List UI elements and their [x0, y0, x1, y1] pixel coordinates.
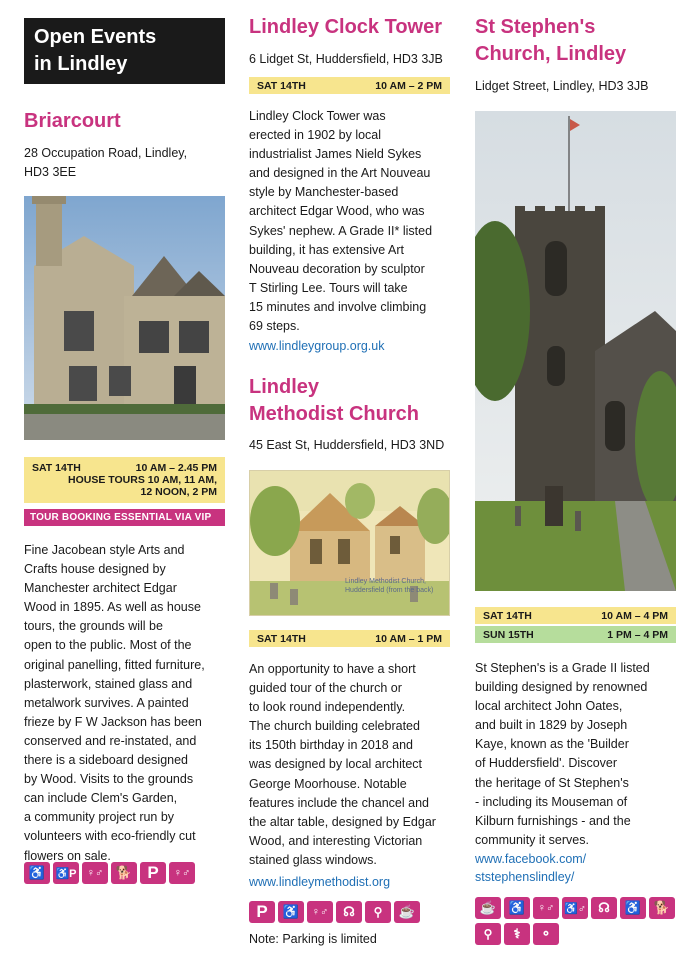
text-line: tours, the grounds will be: [24, 619, 163, 634]
wheelchair-icon: ♿: [504, 897, 530, 919]
ststephens-icons: [475, 897, 679, 945]
text-line: of Huddersfield'. Discover: [475, 756, 618, 771]
refreshments-icon: ☕: [394, 901, 420, 923]
balloons-icon: ⚬: [533, 923, 559, 945]
clocktower-link[interactable]: www.lindleygroup.org.uk: [249, 339, 385, 353]
title-line: Lindley: [249, 376, 320, 398]
briarcourt-timebar: [24, 457, 225, 503]
text-line: Kaye, known as the 'Builder: [475, 737, 629, 752]
text-line: 15 minutes and involve climbing: [249, 299, 427, 314]
ststephens-timebar-sat: [475, 607, 676, 624]
text-line: building designed by renowned: [475, 680, 648, 695]
text-line: Wood, and interesting Victorian: [249, 833, 423, 848]
text-line: the altar table, designed by Edgar: [249, 814, 436, 829]
text-line: George Moorhouse. Notable: [249, 776, 407, 791]
parking-icon: P: [249, 901, 275, 923]
toilets-icon: ♀♂: [533, 897, 559, 919]
methodist-description: [249, 660, 453, 870]
title-line: St Stephen's: [475, 16, 596, 38]
text-line: there is a sideboard designed: [24, 753, 189, 768]
tours-line-2: 12 NOON, 2 PM: [140, 486, 217, 498]
ststephens-timebar-sun: [475, 626, 676, 643]
address-line: 28 Occupation Road, Lindley,: [24, 146, 188, 160]
text-line: volunteers with eco-friendly cut: [24, 829, 196, 844]
assistance-dog-icon: 🐕: [111, 862, 137, 884]
text-line: The church building celebrated: [249, 719, 420, 734]
methodist-address: 45 East St, Huddersfield, HD3 3ND: [249, 438, 445, 452]
text-line: Lindley Clock Tower was: [249, 109, 386, 123]
text-line: erected in 1902 by local: [249, 128, 382, 143]
briarcourt-address: [24, 144, 228, 182]
methodist-title: [249, 374, 419, 428]
time-label: 10 AM – 4 PM: [601, 609, 668, 622]
banner-line-2: in Lindley: [34, 53, 128, 75]
text-line: An opportunity to have a short: [249, 662, 416, 676]
methodist-painting: [249, 470, 450, 616]
parking-note: Note: Parking is limited: [249, 932, 377, 946]
text-line: open to the public. Most of the: [24, 638, 192, 653]
day-label: SAT 14TH: [32, 462, 81, 474]
clocktower-timebar: [249, 77, 450, 94]
ststephens-photo: [475, 111, 676, 591]
accessible-toilet-icon: ♀♂: [307, 901, 333, 923]
ststephens-link[interactable]: [475, 850, 586, 886]
text-line: and built in 1829 by Joseph: [475, 718, 628, 733]
briarcourt-title: Briarcourt: [24, 110, 121, 132]
day-label: SAT 14TH: [483, 609, 532, 622]
text-line: Kilburn furnishings - and the: [475, 813, 631, 828]
text-line: Sykes' nephew. A Grade II* listed: [249, 223, 433, 238]
title-line: Church, Lindley: [475, 43, 627, 65]
time-label: 10 AM – 2 PM: [375, 79, 442, 92]
text-line: metalwork survives. A painted: [24, 695, 189, 710]
assistance-dog-icon: 🐕: [649, 897, 675, 919]
text-line: Fine Jacobean style Arts and: [24, 543, 185, 557]
text-line: - including its Mouseman of: [475, 794, 628, 809]
ststephens-description: [475, 659, 679, 850]
wheelchair-icon: ♿: [24, 862, 50, 884]
title-line: Methodist Church: [249, 403, 419, 425]
text-line: its 150th birthday in 2018 and: [249, 738, 414, 753]
text-line: style by Manchester-based: [249, 185, 399, 200]
baby-change-icon: ⚲: [475, 923, 501, 945]
painting-caption-1: Lindley Methodist Church,: [345, 578, 426, 585]
text-line: local architect John Oates,: [475, 699, 623, 714]
day-label: SAT 14TH: [257, 632, 306, 645]
briarcourt-description: [24, 541, 230, 866]
methodist-link[interactable]: www.lindleymethodist.org: [249, 875, 391, 889]
link-line[interactable]: www.facebook.com/: [475, 852, 587, 866]
toilets-icon: ♀♂: [169, 862, 195, 884]
baby-change-icon: ⚲: [365, 901, 391, 923]
banner-line-1: Open Events: [34, 26, 157, 48]
text-line: a community project run by: [24, 810, 175, 825]
clocktower-description: [249, 107, 453, 336]
text-line: conserved and re-instated, and: [24, 733, 197, 748]
text-line: flowers on sale.: [24, 848, 111, 863]
methodist-icons: [249, 901, 453, 923]
accessible-toilet-icon: ♀♂: [82, 862, 108, 884]
text-line: guided tour of the church or: [249, 681, 402, 696]
briarcourt-photo: [24, 196, 225, 440]
text-line: frieze by F W Jackson has been: [24, 714, 202, 729]
text-line: Manchester architect Edgar: [24, 581, 177, 596]
text-line: St Stephen's is a Grade II listed: [475, 661, 650, 675]
accessible-parking-icon: ♿P: [53, 862, 79, 884]
briarcourt-icons: [24, 862, 228, 884]
methodist-timebar: [249, 630, 450, 647]
day-label: SAT 14TH: [257, 79, 306, 92]
booking-badge: TOUR BOOKING ESSENTIAL VIA VIP: [24, 509, 225, 526]
text-line: the heritage of St Stephen's: [475, 775, 629, 790]
text-line: Crafts house designed by: [24, 562, 166, 577]
text-line: plasterwork, stained glass and: [24, 676, 193, 691]
text-line: original panelling, fitted furniture,: [24, 657, 205, 672]
text-line: Nouveau decoration by sculptor: [249, 261, 425, 276]
hearing-loop-icon: ☊: [336, 901, 362, 923]
clocktower-title: Lindley Clock Tower: [249, 16, 442, 38]
page-banner: [24, 18, 225, 84]
ststephens-address: Lidget Street, Lindley, HD3 3JB: [475, 79, 649, 93]
text-line: industrialist James Nield Sykes: [249, 147, 422, 162]
text-line: by Wood. Visits to the grounds: [24, 772, 194, 787]
tours-line-1: HOUSE TOURS 10 AM, 11 AM,: [68, 474, 217, 486]
text-line: features include the chancel and: [249, 795, 429, 810]
text-line: and designed in the Art Nouveau: [249, 166, 431, 181]
time-label: 1 PM – 4 PM: [607, 628, 668, 641]
text-line: 69 steps.: [249, 319, 300, 334]
text-line: stained glass windows.: [249, 852, 377, 867]
time-label: 10 AM – 1 PM: [375, 632, 442, 645]
text-line: to look round independently.: [249, 700, 406, 715]
accessible-toilet-icon: ♿♂: [562, 897, 588, 919]
clocktower-address: 6 Lidget St, Huddersfield, HD3 3JB: [249, 52, 443, 66]
ststephens-title: [475, 14, 626, 68]
text-line: T Stirling Lee. Tours will take: [249, 280, 408, 295]
time-label: 10 AM – 2.45 PM: [135, 462, 217, 474]
parking-icon: P: [140, 862, 166, 884]
text-line: Wood in 1895. As well as house: [24, 600, 201, 615]
text-line: can include Clem's Garden,: [24, 791, 178, 806]
hearing-loop-icon: ☊: [591, 897, 617, 919]
painting-caption-2: Huddersfield (from the back): [345, 587, 434, 594]
text-line: building, it has extensive Art: [249, 242, 404, 257]
accessible-entrance-icon: ♿: [620, 897, 646, 919]
walking-aid-icon: ⚕: [504, 923, 530, 945]
wheelchair-icon: ♿: [278, 901, 304, 923]
refreshments-icon: ☕: [475, 897, 501, 919]
day-label: SUN 15TH: [483, 628, 534, 641]
text-line: was designed by local architect: [249, 757, 423, 772]
link-line[interactable]: ststephenslindley/: [475, 870, 575, 884]
text-line: community it serves.: [475, 832, 589, 847]
address-line: HD3 3EE: [24, 165, 77, 179]
text-line: architect Edgar Wood, who was: [249, 204, 425, 219]
